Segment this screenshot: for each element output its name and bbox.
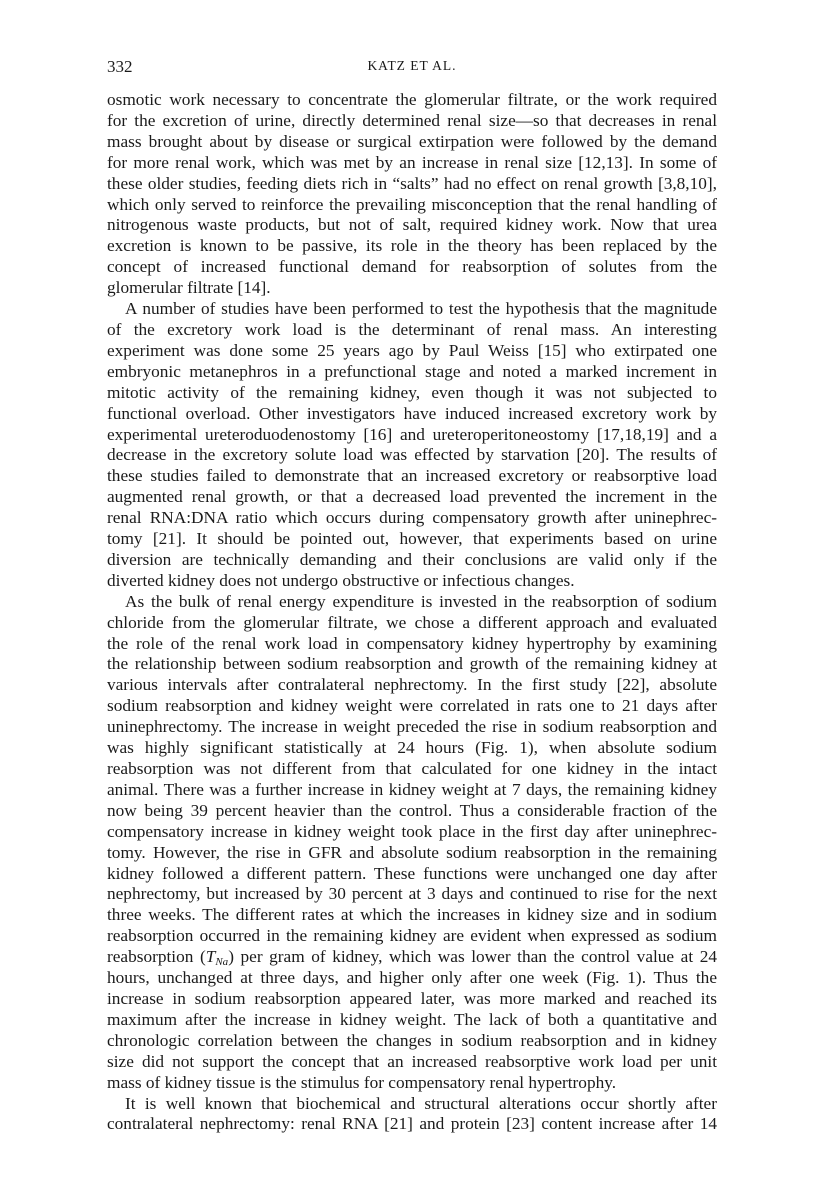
text-line: tomy. However, the rise in GFR and absolute sodium reabsorption in the remaining — [107, 842, 717, 862]
text-line: chloride from the glomerular filtrate, we chose a different approach and evaluated — [107, 612, 717, 632]
text-line: chronologic correlation between the changes in sodium reabsorption and in kidney — [107, 1030, 717, 1050]
text-line: size did not support the concept that an increased reabsorptive work load per unit — [107, 1051, 717, 1071]
paragraph — [107, 90, 717, 299]
text-line: maximum after the increase in kidney weight. The lack of both a quantitative and — [107, 1009, 717, 1029]
text-line: reabsorption occurred in the remaining kidney are evident when expressed as sodium — [107, 926, 717, 946]
text-line: nephrectomy, but increased by 30 percent at 3 days and continued to rise for the next — [107, 884, 717, 904]
text-line: now being 39 percent heavier than the control. Thus a considerable fraction of the — [107, 800, 717, 820]
article-body — [107, 90, 717, 1135]
text-line: sodium reabsorption and kidney weight were correlated in rats one to 21 days after — [107, 696, 717, 716]
text-line: mass brought about by disease or surgical extirpation were followed by the demand — [107, 131, 717, 151]
text-line: these older studies, feeding diets rich in “salts” had no effect on renal growth [3,8,10], — [107, 173, 717, 193]
text-line: which only served to reinforce the prevailing misconception that the renal handling of — [107, 194, 717, 214]
page-header — [107, 57, 717, 83]
text-line: renal RNA:DNA ratio which occurs during compensatory growth after uninephrec- — [107, 508, 717, 528]
text-line: hours, unchanged at three days, and higher only after one week (Fig. 1). Thus the — [107, 968, 717, 988]
running-head: KATZ ET AL. — [367, 58, 457, 73]
text-line: for more renal work, which was met by an increase in renal size [12,13]. In some of — [107, 152, 717, 172]
text-line: kidney followed a different pattern. These functions were unchanged one day after — [107, 863, 717, 883]
text-line: diversion are technically demanding and their conclusions are valid only if the — [107, 549, 717, 569]
text-line: tomy [21]. It should be pointed out, however, that experiments based on urine — [107, 529, 717, 549]
text-line: diverted kidney does not undergo obstructive or infectious changes. — [107, 570, 575, 590]
text-line: concept of increased functional demand for reabsorption of solutes from the — [107, 257, 717, 277]
paragraph — [107, 299, 717, 592]
text-line: mass of kidney tissue is the stimulus for compensatory renal hypertrophy. — [107, 1072, 617, 1092]
text-line: these studies failed to demonstrate that an increased excretory or reabsorptive load — [107, 466, 717, 486]
text-line: increase in sodium reabsorption appeared later, was more marked and reached its — [107, 988, 717, 1008]
text-line: embryonic metanephros in a prefunctional stage and noted a marked increment in — [107, 361, 717, 381]
text-line: three weeks. The different rates at which the increases in kidney size and in sodium — [107, 905, 717, 925]
text-line: osmotic work necessary to concentrate the glomerular filtrate, or the work required — [107, 90, 717, 109]
text-line: experiment was done some 25 years ago by Paul Weiss [15] who extirpated one — [107, 340, 717, 360]
text-line: compensatory increase in kidney weight took place in the first day after uninephrec- — [107, 821, 717, 841]
text-line: various intervals after contralateral nephrectomy. In the first study [22], absolute — [107, 675, 717, 695]
text-line: experimental ureteroduodenostomy [16] and ureteroperitoneostomy [17,18,19] and a — [107, 424, 717, 444]
text-line: reabsorption was not different from that calculated for one kidney in the intact — [107, 759, 717, 778]
text-line: contralateral nephrectomy: renal RNA [21] and protein [23] content increase after 14 — [107, 1114, 717, 1134]
text-line: uninephrectomy. The increase in weight preceded the rise in sodium reabsorption and — [107, 717, 717, 737]
text-line: glomerular filtrate [14]. — [107, 278, 271, 298]
text-line: was highly significant statistically at 24 hours (Fig. 1), when absolute sodium — [107, 738, 717, 758]
page-number: 332 — [107, 57, 133, 76]
text-line: nitrogenous waste products, but not of salt, required kidney work. Now that urea — [107, 215, 717, 235]
text-line: As the bulk of renal energy expenditure is invested in the reabsorption of sodium — [125, 591, 717, 611]
text-line: decrease in the excretory solute load was effected by starvation [20]. The results of — [107, 445, 717, 465]
text-line: A number of studies have been performed to test the hypothesis that the magnitude — [125, 299, 717, 319]
text-line: augmented renal growth, or that a decreased load prevented the increment in the — [107, 487, 717, 507]
text-line: mitotic activity of the remaining kidney, even though it was not subjected to — [107, 382, 717, 402]
text-line: of the excretory work load is the determinant of renal mass. An interesting — [107, 319, 717, 339]
paragraph — [107, 592, 717, 1094]
text-line: the role of the renal work load in compensatory kidney hypertrophy by examining — [107, 633, 717, 653]
text-line: reabsorption $(T_{Na})$ per gram of kidney, which was lower than the control value at 24 — [107, 947, 717, 969]
text-line: excretion is known to be passive, its role in the theory has been replaced by the — [107, 236, 717, 256]
text-line: for the excretion of urine, directly determined renal size—so that decreases in renal — [107, 110, 717, 130]
paragraph — [107, 1094, 717, 1136]
text-line: the relationship between sodium reabsorption and growth of the remaining kidney at — [107, 654, 717, 674]
text-line: It is well known that biochemical and structural alterations occur shortly after — [125, 1093, 717, 1113]
text-line: animal. There was a further increase in kidney weight at 7 days, the remaining kidney — [107, 779, 717, 799]
text-line: functional overload. Other investigators have induced increased excretory work by — [107, 403, 717, 423]
